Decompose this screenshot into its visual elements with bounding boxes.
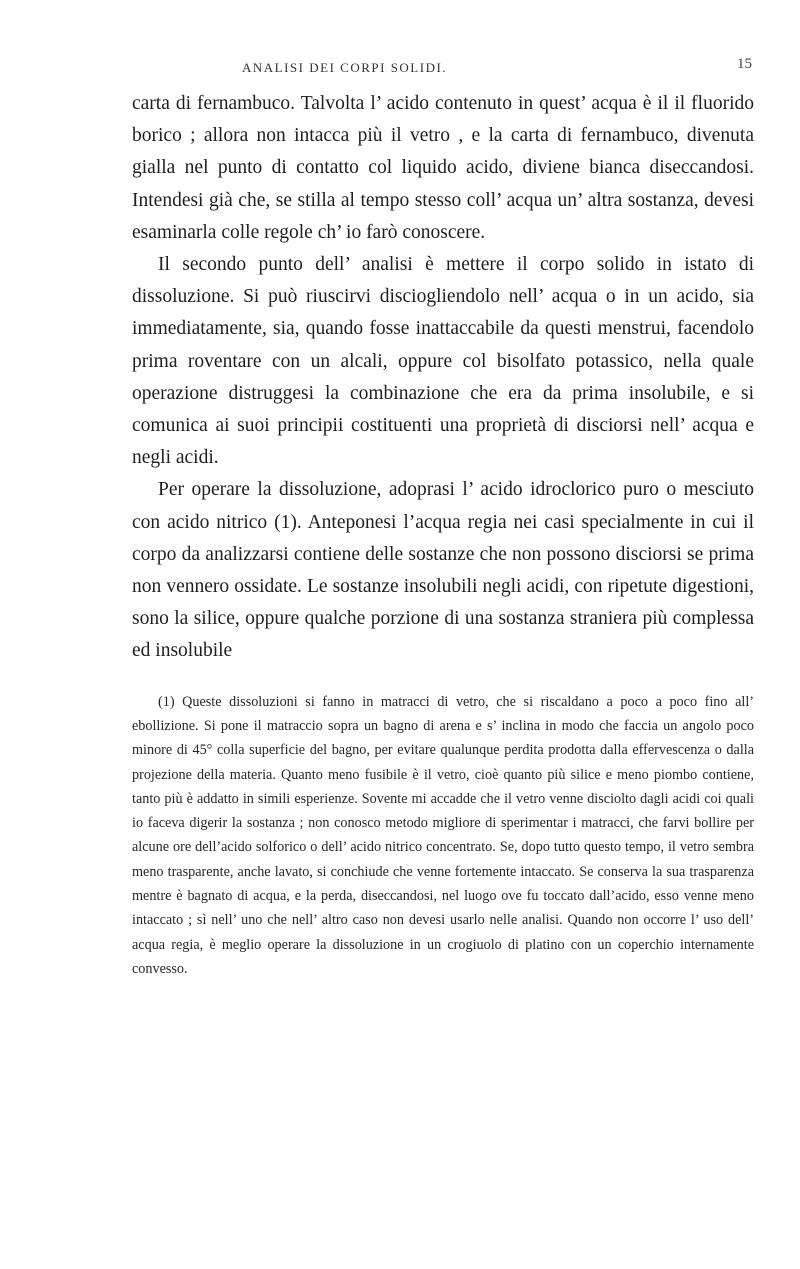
page-header xyxy=(132,56,754,84)
page-number: 15 xyxy=(737,56,752,72)
running-head: ANALISI DEI CORPI SOLIDI. xyxy=(242,60,448,75)
paragraph-2: Il secondo punto dell’ analisi è mettere il corpo solido in istato di dissoluzione. Si può riuscirvi disciogliendolo nell’ acqua o in un acido, sia immediatamente, sia, quando fosse inattaccabile da questi menstrui, facendolo prima roventare con un alcali, oppure col bisolfato potassico, nella quale operazione distruggesi la combinazione che era da prima insolubile, e si comunica ai suoi principii costituenti una proprietà di disciorsi nell’ acqua e negli acidi. xyxy=(132,254,754,469)
footnote xyxy=(132,690,754,982)
paragraph-1: carta di fernambuco. Talvolta l’ acido contenuto in quest’ acqua è il il fluorido borico ; allora non intacca più il vetro , e la carta di fernambuco, divenuta gialla nel punto di contatto col liquido acido, diviene bianca diseccandosi. Intendesi già che, se stilla al tempo stesso coll’ acqua un’ altra sostanza, devesi esaminarla colle regole ch’ io farò conoscere. xyxy=(132,93,754,243)
footnote-text: (1) Queste dissoluzioni si fanno in matracci di vetro, che si riscaldano a poco a poco fino all’ ebollizione. Si pone il matraccio sopra un bagno di arena e s’ inclina in modo che faccia un angolo poco minore di 45° colla superficie del bagno, per evitare qualunque perdita prodotta dalla effervescenza o dalla projezione della materia. Quanto meno fusibile è il vetro, cioè quanto più silice e meno piombo contiene, tanto più è addatto in simili esperienze. Sovente mi accadde che il vetro venne disciolto dagli acidi coi quali io faceva digerir la sostanza ; non conosco metodo migliore di sperimentar i matracci, che farvi bollire per alcune ore dell’acido solforico o dell’ acido nitrico concentrato. Se, dopo tutto questo tempo, il vetro sembra meno trasparente, anche lavato, si conchiude che venne fortemente intaccato. Se conserva la sua trasparenza mentre è bagnato di acqua, e la perda, diseccandosi, nel luogo ove fu toccato dall’acido, esso venne meno intaccato ; sì nell’ uno che nell’ altro caso non devesi usarlo nelle analisi. Quando non occorre l’ uso dell’ acqua regia, è meglio operare la dissoluzione in un crogiuolo di platino con un coperchio internamente convesso. xyxy=(132,693,754,977)
body-text xyxy=(132,88,754,668)
paragraph-3: Per operare la dissoluzione, adoprasi l’ acido idroclorico puro o mesciuto con acido nitrico (1). Anteponesi l’acqua regia nei casi specialmente in cui il corpo da analizzarsi contiene delle sostanze che non possono disciorsi se prima non vennero ossidate. Le sostanze insolubili negli acidi, con ripetute digestioni, sono la silice, oppure qualche porzione di una sostanza straniera più complessa ed insolubile xyxy=(132,479,754,662)
book-page xyxy=(132,56,754,981)
